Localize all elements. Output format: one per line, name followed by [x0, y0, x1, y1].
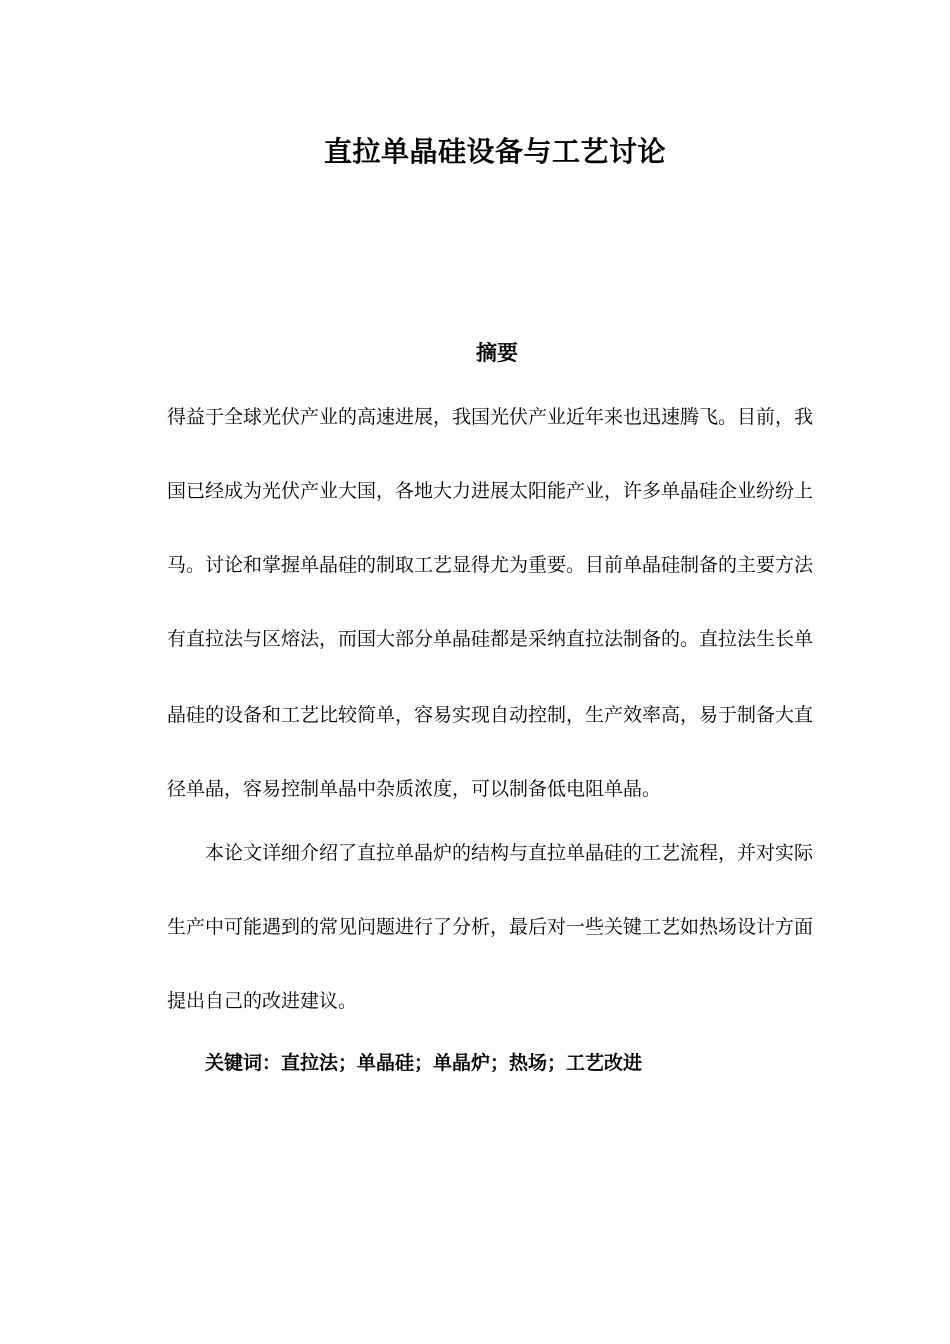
abstract-paragraph-2-line-2: 生产中可能遇到的常见问题进行了分析，最后对一些关键工艺如热场设计方面 [167, 916, 814, 938]
abstract-paragraph-2-line-3: 提出自己的改进建议。 [167, 990, 358, 1012]
abstract-paragraph-1-line-5: 晶硅的设备和工艺比较简单，容易实现自动控制，生产效率高，易于制备大直 [167, 704, 814, 726]
abstract-paragraph-1-line-2: 国已经成为光伏产业大国，各地大力进展太阳能产业，许多单晶硅企业纷纷上 [167, 480, 814, 502]
abstract-heading: 摘要 [476, 341, 518, 365]
abstract-paragraph-1-line-4: 有直拉法与区熔法，而国大部分单晶硅都是采纳直拉法制备的。直拉法生长单 [167, 628, 814, 650]
document-title: 直拉单晶硅设备与工艺讨论 [323, 135, 666, 168]
keywords-line: 关键词：直拉法；单晶硅；单晶炉；热场；工艺改进 [205, 1052, 643, 1074]
abstract-paragraph-1-line-1: 得益于全球光伏产业的高速进展，我国光伏产业近年来也迅速腾飞。目前，我 [167, 406, 814, 428]
abstract-paragraph-1-line-6: 径单晶，容易控制单晶中杂质浓度，可以制备低电阻单晶。 [167, 778, 662, 800]
abstract-paragraph-1-line-3: 马。讨论和掌握单晶硅的制取工艺显得尤为重要。目前单晶硅制备的主要方法 [167, 554, 814, 576]
abstract-paragraph-2-line-1: 本论文详细介绍了直拉单晶炉的结构与直拉单晶硅的工艺流程，并对实际 [205, 842, 814, 864]
